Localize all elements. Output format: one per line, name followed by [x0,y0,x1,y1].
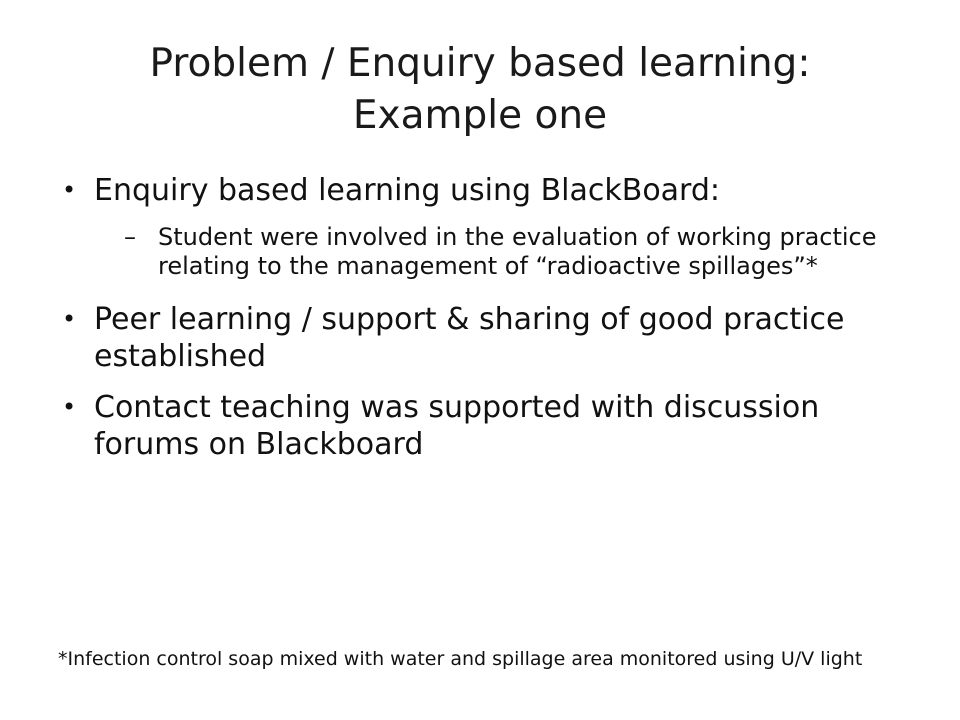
bullet-item [62,172,922,209]
bullet-text: Contact teaching was supported with discussion forums on Blackboard [94,390,820,462]
sub-bullet-text: Student were involved in the evaluation of working practice relating to the management of “radioactive spillages”* [158,223,877,280]
sub-bullet-dash-icon: – [124,223,136,251]
slide-body [62,172,922,477]
bullet-dot-icon: • [62,393,77,421]
bullet-dot-icon: • [62,305,77,333]
bullet-text: Peer learning / support & sharing of good practice established [94,302,845,374]
sub-bullet-item [62,223,922,281]
bullet-item [62,301,922,375]
slide-title-line-1: Problem / Enquiry based learning: [149,41,811,86]
bullet-item [62,389,922,463]
footnote: *Infection control soap mixed with water and spillage area monitored using U/V light [58,648,863,670]
slide-title [60,38,900,142]
slide-title-line-2: Example one [352,93,608,138]
bullet-dot-icon: • [62,176,77,204]
bullet-text: Enquiry based learning using BlackBoard: [94,173,721,208]
